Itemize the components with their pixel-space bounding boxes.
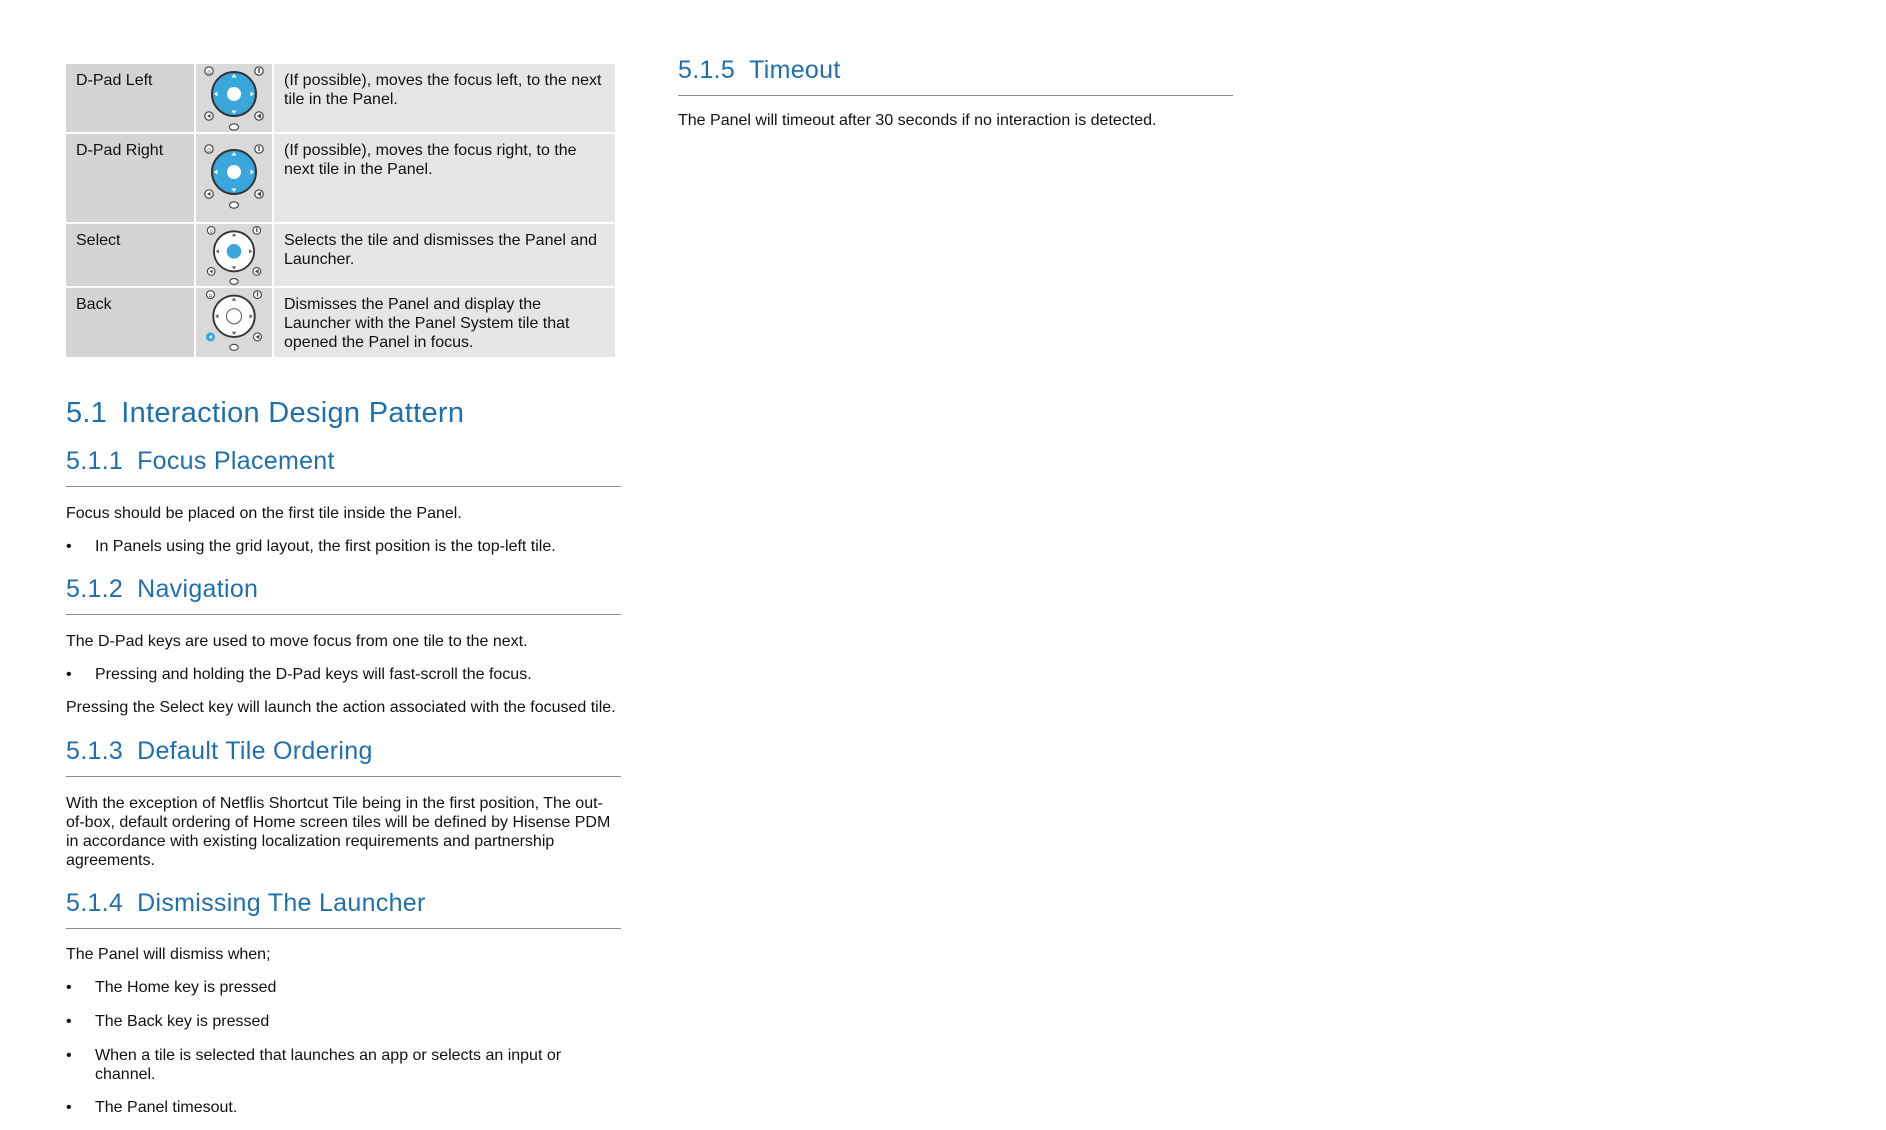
section-heading-5-1-4: 5.1.4 Dismissing The Launcher: [66, 888, 621, 929]
section-heading-5-1: 5.1 Interaction Design Pattern: [66, 397, 465, 429]
paragraph: The Panel will dismiss when;: [66, 946, 271, 963]
left-column: [66, 62, 621, 1117]
list-item: • The Back key is pressed: [66, 1012, 621, 1031]
paragraph: Focus should be placed on the first tile inside the Panel.: [66, 505, 462, 522]
list-item: • When a tile is selected that launches an app or selects an input or channel.: [66, 1046, 575, 1084]
table-row: [66, 134, 615, 222]
section-heading-5-1-5: 5.1.5 Timeout: [678, 55, 1233, 96]
key-name: Select: [66, 224, 194, 286]
paragraph: The D-Pad keys are used to move focus from one tile to the next.: [66, 633, 528, 650]
list-item: • The Home key is pressed: [66, 978, 621, 997]
key-name: D-Pad Right: [66, 134, 194, 222]
bullet-list: [66, 978, 621, 1117]
table-row: [66, 64, 615, 132]
bullet-list: [66, 537, 621, 556]
remote-dpad-left-icon: [199, 64, 269, 132]
bullet-list: [66, 665, 621, 684]
key-name: D-Pad Left: [66, 64, 194, 132]
remote-dpad-right-icon: [199, 142, 269, 210]
paragraph: Pressing the Select key will launch the action associated with the focused tile.: [66, 699, 616, 716]
section-heading-5-1-2: 5.1.2 Navigation: [66, 574, 621, 615]
key-name: Back: [66, 288, 194, 357]
remote-select-icon: [199, 224, 269, 286]
key-description: Dismisses the Panel and display the Launcher with the Panel System tile that opened the Panel in focus.: [274, 288, 615, 357]
key-description: Selects the tile and dismisses the Panel and Launcher.: [274, 224, 615, 286]
list-item: • In Panels using the grid layout, the first position is the top-left tile.: [66, 537, 621, 556]
key-description: (If possible), moves the focus left, to the next tile in the Panel.: [274, 64, 615, 132]
table-row: [66, 224, 615, 286]
remote-back-icon: [199, 288, 269, 352]
paragraph: With the exception of Netflis Shortcut Tile being in the first position, The out-of-box, default ordering of Home screen tiles will be defined by Hisense PDM in accordance with existing localization requirements and partnership agreements.: [66, 795, 611, 869]
table-row: [66, 288, 615, 357]
section-heading-5-1-3: 5.1.3 Default Tile Ordering: [66, 736, 621, 777]
list-item: • The Panel timesout.: [66, 1098, 621, 1117]
paragraph: The Panel will timeout after 30 seconds if no interaction is detected.: [678, 112, 1157, 129]
section-heading-5-1-1: 5.1.1 Focus Placement: [66, 446, 621, 487]
key-description: (If possible), moves the focus right, to the next tile in the Panel.: [274, 134, 615, 222]
list-item: • Pressing and holding the D-Pad keys will fast-scroll the focus.: [66, 665, 621, 684]
right-column: [678, 55, 1233, 130]
key-behavior-table: [64, 62, 617, 359]
